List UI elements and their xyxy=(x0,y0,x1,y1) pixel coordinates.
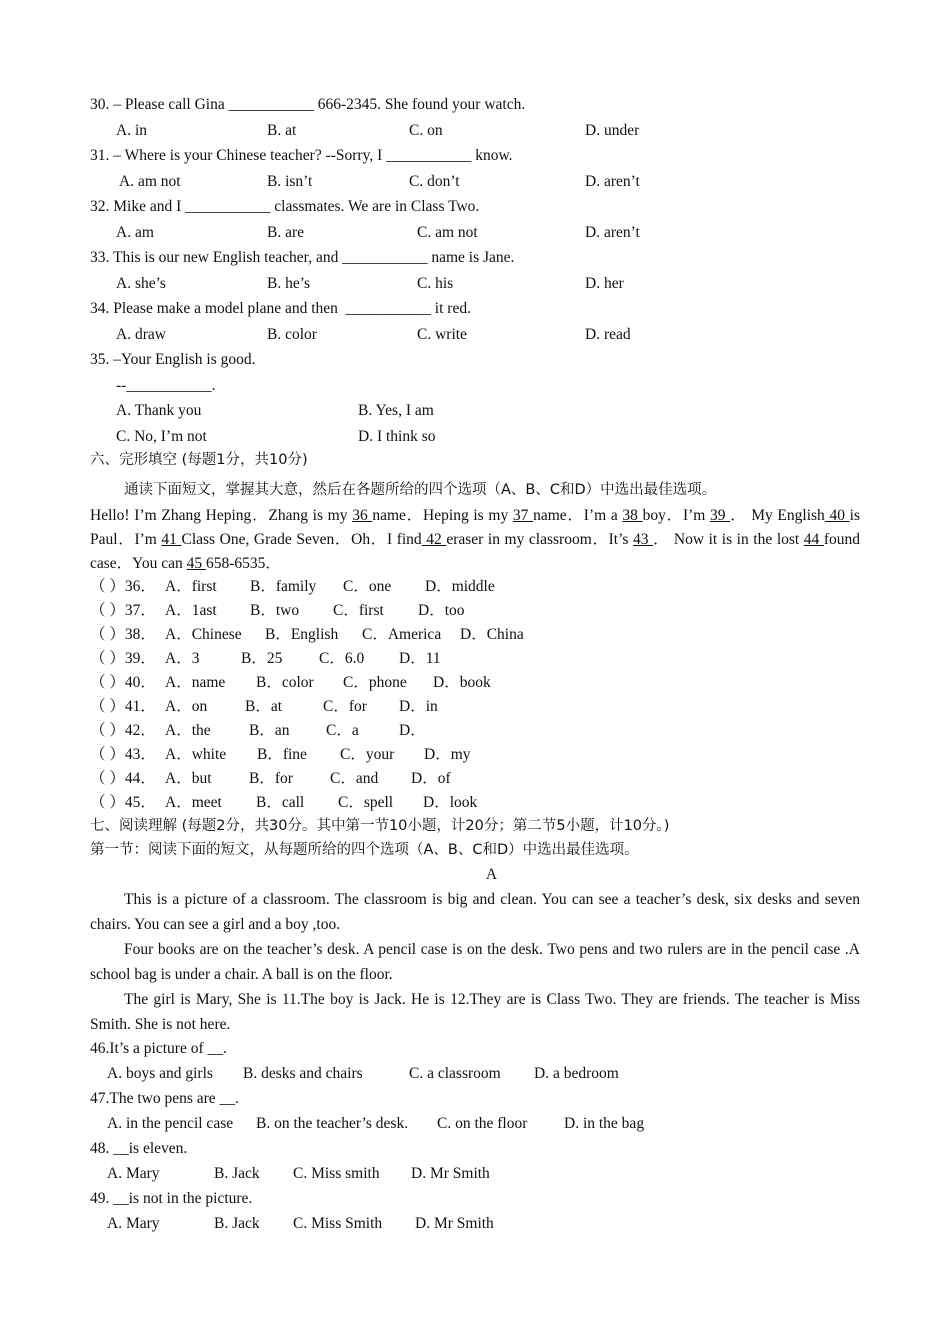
option-42d: D． xyxy=(399,722,426,739)
option-39d: D．11 xyxy=(399,650,441,667)
option-49d: D. Mr Smith xyxy=(415,1215,494,1232)
blank-39: 39 xyxy=(710,507,731,524)
blank-42: 42 xyxy=(421,531,447,548)
option-40c: C．phone xyxy=(343,674,407,691)
blank-41: 41 xyxy=(161,531,182,548)
cloze-passage: Hello! I’m Zhang Heping．Zhang is my 36 name．Heping is my 37 name．I’m a 38 boy．I’m 39 ． My English 40 is Paul．I’m 41 Class One, Grade Seven．Oh．I find 42 eraser in my classroom．It’s 43 ． Now it is in the lost 44 found case．You can 45 658-6535． xyxy=(90,507,861,572)
blank-40: 40 xyxy=(824,507,850,524)
option-37d: D．too xyxy=(418,602,465,619)
cloze-item-38-num: （ ）38． xyxy=(90,626,156,643)
option-44c: C．and xyxy=(330,770,379,787)
option-30b: B. at xyxy=(267,122,297,139)
option-40d: D．book xyxy=(433,674,491,691)
question-30: 30. – Please call Gina ___________ 666-2345. She found your watch. xyxy=(90,96,526,113)
cloze-item-39-num: （ ）39． xyxy=(90,650,156,667)
option-37b: B．two xyxy=(250,602,300,619)
option-45b: B．call xyxy=(256,794,305,811)
option-36d: D．middle xyxy=(425,578,495,595)
option-35d: D. I think so xyxy=(358,428,436,445)
question-32: 32. Mike and I ___________ classmates. We are in Class Two. xyxy=(90,198,480,215)
question-35: 35. –Your English is good. xyxy=(90,351,256,368)
section-6-instruction: 通读下面短文，掌握其大意，然后在各题所给的四个选项（A、B、C和D）中选出最佳选项。 xyxy=(124,482,717,498)
blank-38: 38 xyxy=(622,507,643,524)
cloze-item-41-num: （ ）41． xyxy=(90,698,156,715)
cloze-item-37-num: （ ）37． xyxy=(90,602,156,619)
blank-36: 36 xyxy=(352,507,373,524)
cloze-item-40-num: （ ）40． xyxy=(90,674,156,691)
question-49: 49. __is not in the picture. xyxy=(90,1190,253,1207)
question-46: 46.It’s a picture of __. xyxy=(90,1040,227,1057)
cloze-item-44-num: （ ）44． xyxy=(90,770,156,787)
option-47c: C. on the floor xyxy=(437,1115,528,1132)
option-44a: A．but xyxy=(165,770,212,787)
option-38d: D．China xyxy=(460,626,524,643)
option-35c: C. No, I’m not xyxy=(116,428,207,445)
option-40a: A．name xyxy=(165,674,226,691)
section-6-heading: 六、完形填空 (每题1分，共10分) xyxy=(90,452,308,468)
option-43d: D．my xyxy=(424,746,471,763)
option-45d: D．look xyxy=(423,794,478,811)
option-46d: D. a bedroom xyxy=(534,1065,619,1082)
option-31d: D. aren’t xyxy=(585,173,640,190)
option-36b: B．family xyxy=(250,578,317,595)
question-34: 34. Please make a model plane and then ___________ it red. xyxy=(90,300,471,317)
reading-paragraph-3: The girl is Mary, She is 11.The boy is Jack. He is 12.They are is Class Two. They are friends. The teacher is Miss Smith. She is not here. xyxy=(90,991,860,1033)
option-31a: A. am not xyxy=(116,173,181,190)
reading-paragraph-2: Four books are on the teacher’s desk. A pencil case is on the desk. Two pens and two rulers are in the pencil case .A school bag is under a chair. A ball is on the floor. xyxy=(90,941,860,983)
question-31: 31. – Where is your Chinese teacher? --Sorry, I ___________ know. xyxy=(90,147,513,164)
option-46a: A. boys and girls xyxy=(107,1065,213,1082)
option-44b: B．for xyxy=(249,770,293,787)
option-42b: B．an xyxy=(249,722,290,739)
option-41b: B．at xyxy=(245,698,283,715)
option-48a: A. Mary xyxy=(107,1165,160,1182)
option-48d: D. Mr Smith xyxy=(411,1165,490,1182)
option-42a: A．the xyxy=(165,722,211,739)
option-48c: C. Miss smith xyxy=(293,1165,380,1182)
option-47d: D. in the bag xyxy=(564,1115,645,1132)
question-48: 48. __is eleven. xyxy=(90,1140,188,1157)
option-41a: A．on xyxy=(165,698,208,715)
blank-44: 44 xyxy=(803,531,824,548)
option-49c: C. Miss Smith xyxy=(293,1215,383,1232)
question-35-reply: --___________. xyxy=(116,377,216,394)
question-47: 47.The two pens are __. xyxy=(90,1090,239,1107)
option-49b: B. Jack xyxy=(214,1215,260,1232)
question-33: 33. This is our new English teacher, and ___________ name is Jane. xyxy=(90,249,515,266)
option-37c: C．first xyxy=(333,602,384,619)
option-46b: B. desks and chairs xyxy=(243,1065,363,1082)
option-36c: C．one xyxy=(343,578,392,595)
option-35b: B. Yes, I am xyxy=(358,402,434,419)
option-33d: D. her xyxy=(585,275,624,292)
option-38a: A．Chinese xyxy=(165,626,242,643)
blank-37: 37 xyxy=(512,507,534,524)
cloze-item-43-num: （ ）43． xyxy=(90,746,156,763)
option-37a: A．1ast xyxy=(165,602,217,619)
option-38b: B．English xyxy=(265,626,339,643)
option-46c: C. a classroom xyxy=(409,1065,501,1082)
cloze-item-45-num: （ ）45． xyxy=(90,794,156,811)
option-30a: A. in xyxy=(116,122,147,139)
option-34d: D. read xyxy=(585,326,631,343)
option-44d: D．of xyxy=(411,770,451,787)
option-43a: A．white xyxy=(165,746,227,763)
option-32c: C. am not xyxy=(417,224,478,241)
option-36a: A．first xyxy=(165,578,217,595)
cloze-item-36-num: （ ）36． xyxy=(90,578,156,595)
cloze-item-42-num: （ ）42． xyxy=(90,722,156,739)
option-33c: C. his xyxy=(417,275,454,292)
option-43c: C．your xyxy=(340,746,395,763)
option-41c: C．for xyxy=(323,698,367,715)
option-43b: B．fine xyxy=(257,746,307,763)
option-45a: A．meet xyxy=(165,794,222,811)
option-34b: B. color xyxy=(267,326,317,343)
option-33b: B. he’s xyxy=(267,275,311,292)
option-31b: B. isn’t xyxy=(267,173,313,190)
passage-label: A xyxy=(485,866,498,883)
option-33a: A. she’s xyxy=(116,275,166,292)
option-31c: C. don’t xyxy=(409,173,460,190)
option-32a: A. am xyxy=(116,224,154,241)
option-47a: A. in the pencil case xyxy=(107,1115,234,1132)
option-39a: A．3 xyxy=(165,650,200,667)
section-7-subheading: 第一节：阅读下面的短文，从每题所给的四个选项（A、B、C和D）中选出最佳选项。 xyxy=(90,842,639,858)
blank-43: 43 xyxy=(633,531,654,548)
option-42c: C．a xyxy=(326,722,359,739)
option-41d: D．in xyxy=(399,698,438,715)
option-45c: C．spell xyxy=(338,794,394,811)
blank-45: 45 xyxy=(186,555,206,572)
option-38c: C．America xyxy=(362,626,442,643)
option-39c: C．6.0 xyxy=(319,650,365,667)
option-39b: B．25 xyxy=(241,650,283,667)
option-48b: B. Jack xyxy=(214,1165,260,1182)
option-35a: A. Thank you xyxy=(116,402,202,419)
section-7-heading: 七、阅读理解 (每题2分，共30分。其中第一节10小题，计20分；第二节5小题，计10分。) xyxy=(90,818,670,834)
option-40b: B．color xyxy=(256,674,314,691)
option-32d: D. aren’t xyxy=(585,224,640,241)
option-30c: C. on xyxy=(409,122,443,139)
option-34a: A. draw xyxy=(116,326,166,343)
option-47b: B. on the teacher’s desk. xyxy=(256,1115,409,1132)
option-49a: A. Mary xyxy=(107,1215,160,1232)
reading-paragraph-1: This is a picture of a classroom. The classroom is big and clean. You can see a teacher’s desk, six desks and seven chairs. You can see a girl and a boy ,too. xyxy=(90,891,860,933)
option-30d: D. under xyxy=(585,122,640,139)
option-32b: B. are xyxy=(267,224,305,241)
option-34c: C. write xyxy=(417,326,467,343)
